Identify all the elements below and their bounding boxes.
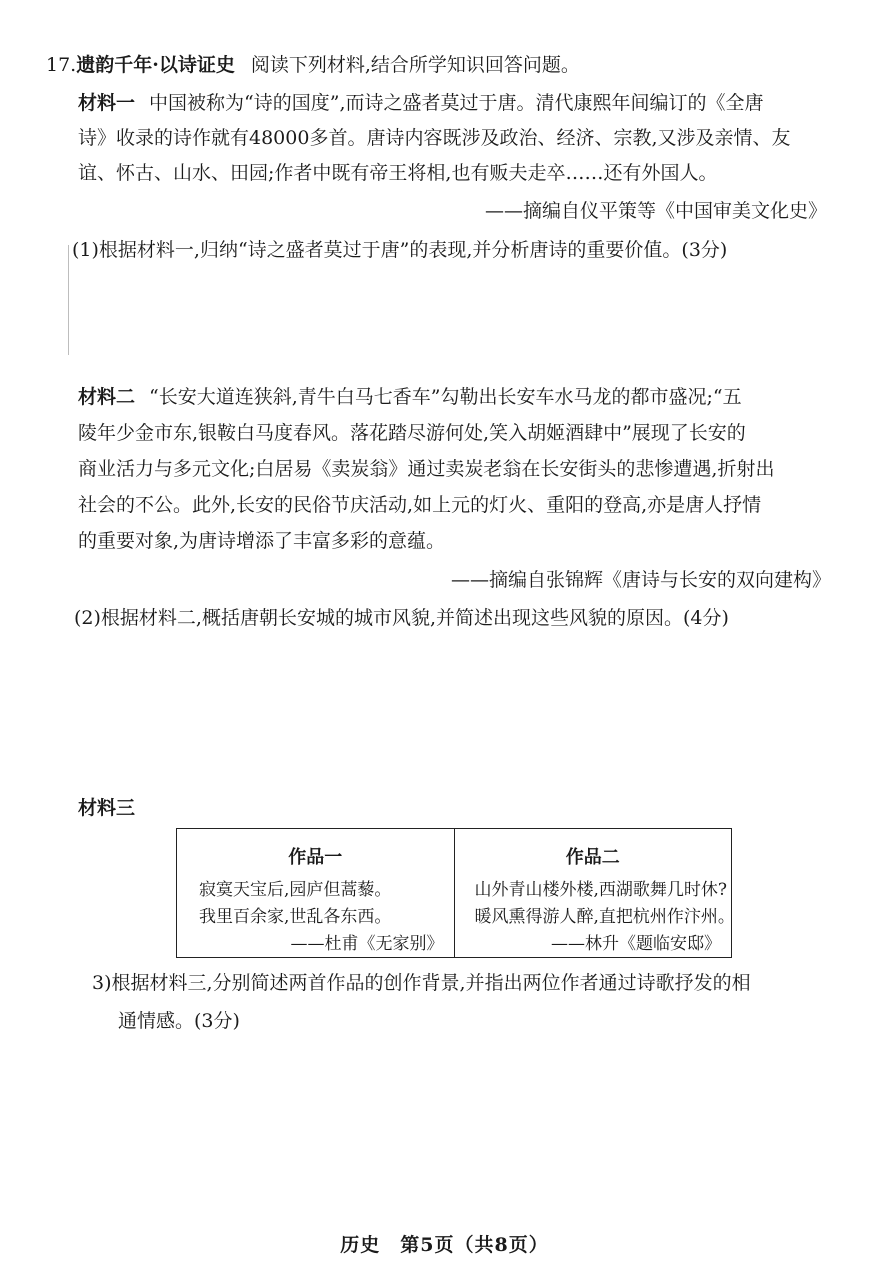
question-header bbox=[46, 52, 580, 78]
page-footer: 历史 第5页（共8页） bbox=[340, 1234, 549, 1256]
material1-source: ——摘编自仪平策等《中国审美文化史》 bbox=[484, 200, 827, 222]
material2-line-5: 的重要对象,为唐诗增添了丰富多彩的意蕴。 bbox=[78, 530, 446, 552]
question-3-line-1: 3)根据材料三,分别简述两首作品的创作背景,并指出两位作者通过诗歌抒发的相 bbox=[92, 972, 751, 994]
question-number: 17. bbox=[46, 54, 77, 76]
poem-table bbox=[176, 828, 735, 958]
material1-text: 中国被称为“诗的国度”,而诗之盛者莫过于唐。清代康熙年间编订的《全唐 bbox=[149, 92, 764, 114]
poem-2-author: ——林升《题临安邸》 bbox=[551, 934, 721, 954]
material1-line-3: 谊、怀古、山水、田园;作者中既有帝王将相,也有贩夫走卒……还有外国人。 bbox=[78, 162, 718, 184]
question-2: (2)根据材料二,概括唐朝长安城的城市风貌,并简述出现这些风貌的原因。(4分) bbox=[74, 607, 729, 629]
question-1: (1)根据材料一,归纳“诗之盛者莫过于唐”的表现,并分析唐诗的重要价值。(3分) bbox=[72, 239, 728, 261]
material2-line-3: 商业活力与多元文化;白居易《卖炭翁》通过卖炭老翁在长安街头的悲惨遭遇,折射出 bbox=[78, 458, 775, 480]
material1-label: 材料一 bbox=[78, 92, 136, 114]
poem-1-author: ——杜甫《无家别》 bbox=[290, 934, 444, 954]
poem-cell-1 bbox=[177, 829, 454, 957]
poem-cell-2 bbox=[454, 829, 735, 957]
poem-2-line-2: 暖风熏得游人醉,直把杭州作汴州。 bbox=[474, 907, 735, 927]
material2-text: “长安大道连狭斜,青牛白马七香车”勾勒出长安车水马龙的都市盛况;“五 bbox=[149, 386, 742, 408]
material2-line-2: 陵年少金市东,银鞍白马度春风。落花踏尽游何处,笑入胡姬酒肆中”展现了长安的 bbox=[78, 422, 746, 444]
material2-line-4: 社会的不公。此外,长安的民俗节庆活动,如上元的灯火、重阳的登高,亦是唐人抒情 bbox=[78, 494, 762, 516]
poem-1-title: 作品一 bbox=[288, 847, 343, 868]
material2-line-1 bbox=[78, 384, 742, 410]
margin-mark bbox=[68, 245, 69, 355]
poem-2-title: 作品二 bbox=[565, 847, 620, 868]
material3-label: 材料三 bbox=[78, 797, 136, 819]
question-3-line-2: 通情感。(3分) bbox=[118, 1010, 240, 1032]
poem-2-line-1: 山外青山楼外楼,西湖歌舞几时休? bbox=[474, 880, 728, 900]
question-title: 遗韵千年·以诗证史 bbox=[76, 54, 235, 76]
material2-label: 材料二 bbox=[78, 386, 136, 408]
material1-line-1 bbox=[78, 90, 763, 116]
material2-source: ——摘编自张锦辉《唐诗与长安的双向建构》 bbox=[450, 569, 831, 591]
material1-line-2: 诗》收录的诗作就有48000多首。唐诗内容既涉及政治、经济、宗教,又涉及亲情、友 bbox=[78, 127, 791, 149]
poem-1-line-2: 我里百余家,世乱各东西。 bbox=[199, 907, 392, 927]
question-instruction: 阅读下列材料,结合所学知识回答问题。 bbox=[250, 54, 580, 76]
poem-1-line-1: 寂寞天宝后,园庐但蒿藜。 bbox=[199, 880, 392, 900]
